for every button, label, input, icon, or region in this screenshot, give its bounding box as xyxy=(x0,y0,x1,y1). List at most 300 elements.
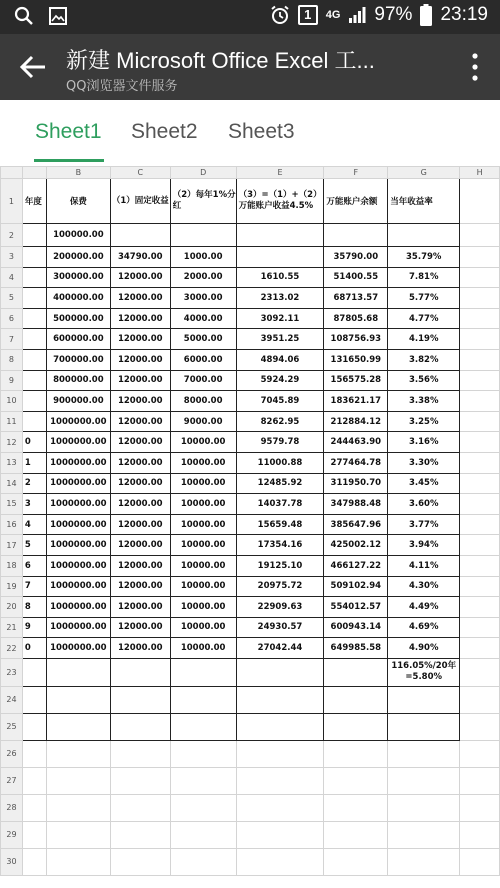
cell[interactable]: 8000.00 xyxy=(170,391,236,412)
cell[interactable] xyxy=(460,288,500,309)
cell[interactable]: 19125.10 xyxy=(236,555,324,576)
cell[interactable] xyxy=(170,740,236,767)
row-header[interactable]: 9 xyxy=(1,370,23,391)
row-header[interactable]: 14 xyxy=(1,473,23,494)
cell[interactable]: 2000.00 xyxy=(170,267,236,288)
column-header[interactable]: H xyxy=(460,167,500,179)
cell[interactable] xyxy=(460,555,500,576)
cell[interactable]: 12000.00 xyxy=(110,349,170,370)
cell[interactable]: 27042.44 xyxy=(236,638,324,659)
cell[interactable] xyxy=(46,686,110,713)
cell[interactable] xyxy=(324,740,388,767)
cell[interactable]: 0 xyxy=(22,432,46,453)
cell[interactable] xyxy=(388,740,460,767)
cell[interactable]: 3.77% xyxy=(388,514,460,535)
cell[interactable]: 4.69% xyxy=(388,617,460,638)
cell[interactable]: 3.45% xyxy=(388,473,460,494)
cell[interactable]: 1000000.00 xyxy=(46,432,110,453)
cell[interactable]: 1610.55 xyxy=(236,267,324,288)
row-header[interactable]: 8 xyxy=(1,349,23,370)
cell[interactable] xyxy=(236,794,324,821)
cell[interactable] xyxy=(170,224,236,247)
cell[interactable]: 12000.00 xyxy=(110,494,170,515)
cell[interactable]: 1000000.00 xyxy=(46,617,110,638)
cell[interactable]: 35790.00 xyxy=(324,247,388,268)
cell[interactable]: 4.19% xyxy=(388,329,460,350)
row-header[interactable]: 11 xyxy=(1,411,23,432)
cell[interactable]: 509102.94 xyxy=(324,576,388,597)
cell[interactable]: 34790.00 xyxy=(110,247,170,268)
cell[interactable] xyxy=(388,224,460,247)
cell[interactable] xyxy=(22,848,46,875)
cell[interactable] xyxy=(388,821,460,848)
cell[interactable] xyxy=(460,247,500,268)
cell[interactable] xyxy=(460,767,500,794)
cell[interactable]: 4.49% xyxy=(388,597,460,618)
cell[interactable]: 10000.00 xyxy=(170,432,236,453)
cell[interactable] xyxy=(460,308,500,329)
cell[interactable]: 311950.70 xyxy=(324,473,388,494)
cell[interactable] xyxy=(388,713,460,740)
cell[interactable]: 1000000.00 xyxy=(46,514,110,535)
row-header[interactable]: 20 xyxy=(1,597,23,618)
row-header[interactable]: 17 xyxy=(1,535,23,556)
cell[interactable]: 4.30% xyxy=(388,576,460,597)
cell[interactable]: 3.82% xyxy=(388,349,460,370)
row-header[interactable]: 1 xyxy=(1,179,23,224)
document-title: 新建 Microsoft Office Excel 工... xyxy=(66,48,375,73)
cell[interactable]: 7000.00 xyxy=(170,370,236,391)
cell[interactable] xyxy=(324,713,388,740)
cell[interactable]: 3.60% xyxy=(388,494,460,515)
cell[interactable] xyxy=(460,514,500,535)
cell[interactable] xyxy=(460,740,500,767)
cell[interactable] xyxy=(46,821,110,848)
table-row xyxy=(1,452,500,473)
cell[interactable]: 425002.12 xyxy=(324,535,388,556)
cell[interactable] xyxy=(170,767,236,794)
cell[interactable]: 12000.00 xyxy=(110,597,170,618)
cell[interactable] xyxy=(388,686,460,713)
table-row xyxy=(1,411,500,432)
cell[interactable] xyxy=(170,713,236,740)
cell[interactable] xyxy=(388,794,460,821)
row-header[interactable]: 28 xyxy=(1,794,23,821)
cell[interactable]: 400000.00 xyxy=(46,288,110,309)
cell[interactable]: 1000000.00 xyxy=(46,555,110,576)
cell[interactable] xyxy=(236,686,324,713)
sheet-table xyxy=(0,166,500,876)
cell[interactable]: 466127.22 xyxy=(324,555,388,576)
cell[interactable] xyxy=(110,848,170,875)
cell[interactable]: 8 xyxy=(22,597,46,618)
cell[interactable]: 1000000.00 xyxy=(46,473,110,494)
cell[interactable]: 7.81% xyxy=(388,267,460,288)
cell[interactable] xyxy=(236,767,324,794)
cell[interactable] xyxy=(110,821,170,848)
cell[interactable]: 4.90% xyxy=(388,638,460,659)
cell[interactable]: 2 xyxy=(22,473,46,494)
cell[interactable] xyxy=(460,452,500,473)
cell[interactable] xyxy=(46,740,110,767)
column-header[interactable]: G xyxy=(388,167,460,179)
cell[interactable] xyxy=(22,411,46,432)
cell[interactable]: 1000000.00 xyxy=(46,494,110,515)
tab-sheet2[interactable]: Sheet2 xyxy=(131,120,198,143)
cell[interactable]: 4 xyxy=(22,514,46,535)
cell[interactable]: 9000.00 xyxy=(170,411,236,432)
cell[interactable] xyxy=(110,224,170,247)
cell[interactable]: 6000.00 xyxy=(170,349,236,370)
cell[interactable] xyxy=(236,740,324,767)
cell[interactable] xyxy=(324,848,388,875)
column-header-a[interactable] xyxy=(22,167,46,179)
cell[interactable]: 3.56% xyxy=(388,370,460,391)
cell[interactable] xyxy=(460,494,500,515)
cell[interactable] xyxy=(22,767,46,794)
cell[interactable] xyxy=(324,821,388,848)
cell[interactable]: 6 xyxy=(22,555,46,576)
row-header[interactable]: 21 xyxy=(1,617,23,638)
cell[interactable] xyxy=(460,848,500,875)
cell[interactable]: 385647.96 xyxy=(324,514,388,535)
cell[interactable] xyxy=(460,370,500,391)
table-row xyxy=(1,473,500,494)
cell[interactable]: 9579.78 xyxy=(236,432,324,453)
cell[interactable]: 700000.00 xyxy=(46,349,110,370)
cell[interactable]: 10000.00 xyxy=(170,514,236,535)
cell[interactable]: 5 xyxy=(22,535,46,556)
cell[interactable]: 12000.00 xyxy=(110,432,170,453)
cell[interactable]: 12000.00 xyxy=(110,267,170,288)
cell[interactable] xyxy=(236,247,324,268)
cell[interactable]: 500000.00 xyxy=(46,308,110,329)
cell[interactable]: 1000000.00 xyxy=(46,452,110,473)
cell[interactable]: （1）固定收益 xyxy=(110,179,170,224)
cell[interactable] xyxy=(460,821,500,848)
sim-indicator: 1 xyxy=(298,5,318,25)
cell[interactable]: 12000.00 xyxy=(110,473,170,494)
cell[interactable] xyxy=(110,794,170,821)
cell[interactable] xyxy=(460,473,500,494)
row-header[interactable]: 23 xyxy=(1,658,23,686)
cell[interactable]: 1 xyxy=(22,452,46,473)
cell[interactable] xyxy=(460,535,500,556)
column-header[interactable]: C xyxy=(110,167,170,179)
cell[interactable] xyxy=(460,432,500,453)
cell[interactable] xyxy=(236,658,324,686)
cell[interactable] xyxy=(170,794,236,821)
cell[interactable] xyxy=(110,713,170,740)
row-header[interactable]: 7 xyxy=(1,329,23,350)
cell[interactable]: 244463.90 xyxy=(324,432,388,453)
cell[interactable]: 800000.00 xyxy=(46,370,110,391)
cell[interactable] xyxy=(324,686,388,713)
cell[interactable] xyxy=(22,224,46,247)
cell[interactable] xyxy=(170,658,236,686)
row-header[interactable]: 29 xyxy=(1,821,23,848)
tab-sheet1[interactable]: Sheet1 xyxy=(35,120,102,143)
table-row xyxy=(1,535,500,556)
cell[interactable] xyxy=(460,794,500,821)
cell[interactable]: 14037.78 xyxy=(236,494,324,515)
cell[interactable]: 12000.00 xyxy=(110,370,170,391)
cell[interactable]: 51400.55 xyxy=(324,267,388,288)
cell[interactable]: 12000.00 xyxy=(110,411,170,432)
active-tab-indicator xyxy=(34,159,104,162)
cell[interactable]: 7 xyxy=(22,576,46,597)
cell[interactable] xyxy=(22,740,46,767)
row-header[interactable]: 3 xyxy=(1,247,23,268)
cell[interactable] xyxy=(22,686,46,713)
cell[interactable]: 9 xyxy=(22,617,46,638)
cell[interactable]: 1000000.00 xyxy=(46,638,110,659)
cell[interactable]: 1000000.00 xyxy=(46,597,110,618)
cell[interactable]: 17354.16 xyxy=(236,535,324,556)
cell[interactable]: 1000000.00 xyxy=(46,576,110,597)
cell[interactable]: 5.77% xyxy=(388,288,460,309)
more-options-icon[interactable] xyxy=(472,52,478,82)
cell[interactable] xyxy=(460,713,500,740)
cell[interactable]: 10000.00 xyxy=(170,576,236,597)
table-row xyxy=(1,391,500,412)
cell[interactable]: 3.38% xyxy=(388,391,460,412)
cell[interactable]: 3.25% xyxy=(388,411,460,432)
cell[interactable] xyxy=(236,713,324,740)
cell[interactable]: 12000.00 xyxy=(110,617,170,638)
cell[interactable] xyxy=(460,686,500,713)
table-header-row xyxy=(1,179,500,224)
cell[interactable]: 4894.06 xyxy=(236,349,324,370)
cell[interactable]: 5000.00 xyxy=(170,329,236,350)
column-header[interactable]: E xyxy=(236,167,324,179)
cell[interactable] xyxy=(460,224,500,247)
row-header[interactable]: 30 xyxy=(1,848,23,875)
cell[interactable]: 10000.00 xyxy=(170,494,236,515)
cell[interactable]: 3.16% xyxy=(388,432,460,453)
cell[interactable] xyxy=(236,224,324,247)
cell[interactable]: 12000.00 xyxy=(110,514,170,535)
cell[interactable]: 87805.68 xyxy=(324,308,388,329)
row-header[interactable]: 13 xyxy=(1,452,23,473)
cell[interactable]: 600000.00 xyxy=(46,329,110,350)
cell[interactable]: 12000.00 xyxy=(110,308,170,329)
column-header[interactable]: D xyxy=(170,167,236,179)
cell[interactable]: 10000.00 xyxy=(170,597,236,618)
row-header[interactable]: 5 xyxy=(1,288,23,309)
cell[interactable]: 12000.00 xyxy=(110,535,170,556)
column-header[interactable]: B xyxy=(46,167,110,179)
cell[interactable] xyxy=(460,576,500,597)
cell[interactable]: 12485.92 xyxy=(236,473,324,494)
cell[interactable]: 10000.00 xyxy=(170,638,236,659)
cell[interactable] xyxy=(460,179,500,224)
row-header[interactable]: 6 xyxy=(1,308,23,329)
cell[interactable] xyxy=(110,686,170,713)
cell[interactable]: 3000.00 xyxy=(170,288,236,309)
cell[interactable] xyxy=(110,658,170,686)
cell[interactable]: 183621.17 xyxy=(324,391,388,412)
row-header[interactable]: 12 xyxy=(1,432,23,453)
row-header[interactable]: 10 xyxy=(1,391,23,412)
cell[interactable] xyxy=(236,821,324,848)
cell[interactable] xyxy=(324,767,388,794)
cell[interactable]: 108756.93 xyxy=(324,329,388,350)
cell[interactable] xyxy=(22,308,46,329)
cell[interactable]: 277464.78 xyxy=(324,452,388,473)
cell[interactable]: 1000000.00 xyxy=(46,411,110,432)
cell[interactable]: 12000.00 xyxy=(110,329,170,350)
cell[interactable] xyxy=(460,267,500,288)
cell[interactable]: 4.11% xyxy=(388,555,460,576)
cell[interactable]: 131650.99 xyxy=(324,349,388,370)
cell[interactable]: 1000.00 xyxy=(170,247,236,268)
cell[interactable] xyxy=(460,329,500,350)
cell[interactable]: 12000.00 xyxy=(110,555,170,576)
cell[interactable]: 12000.00 xyxy=(110,452,170,473)
row-header[interactable]: 16 xyxy=(1,514,23,535)
row-header[interactable]: 25 xyxy=(1,713,23,740)
cell[interactable] xyxy=(22,329,46,350)
table-row xyxy=(1,821,500,848)
cell[interactable]: 347988.48 xyxy=(324,494,388,515)
cell[interactable]: 200000.00 xyxy=(46,247,110,268)
row-header[interactable]: 22 xyxy=(1,638,23,659)
tab-sheet3[interactable]: Sheet3 xyxy=(228,120,295,143)
cell[interactable]: 3951.25 xyxy=(236,329,324,350)
row-header[interactable]: 19 xyxy=(1,576,23,597)
cell[interactable] xyxy=(460,638,500,659)
row-header[interactable]: 15 xyxy=(1,494,23,515)
cell[interactable]: 649985.58 xyxy=(324,638,388,659)
cell[interactable] xyxy=(46,713,110,740)
cell[interactable] xyxy=(324,224,388,247)
cell[interactable] xyxy=(460,411,500,432)
row-header[interactable]: 24 xyxy=(1,686,23,713)
cell[interactable]: 万能账户余额 xyxy=(324,179,388,224)
cell[interactable]: 5924.29 xyxy=(236,370,324,391)
cell[interactable]: 116.05%/20年=5.80% xyxy=(388,658,460,686)
cell[interactable] xyxy=(22,713,46,740)
cell[interactable]: 3 xyxy=(22,494,46,515)
cell[interactable] xyxy=(388,767,460,794)
cell[interactable] xyxy=(170,686,236,713)
cell[interactable]: 156575.28 xyxy=(324,370,388,391)
row-header[interactable]: 18 xyxy=(1,555,23,576)
cell[interactable]: 10000.00 xyxy=(170,473,236,494)
cell[interactable] xyxy=(460,658,500,686)
cell[interactable]: 11000.88 xyxy=(236,452,324,473)
cell[interactable] xyxy=(324,794,388,821)
cell[interactable]: 3.30% xyxy=(388,452,460,473)
table-row xyxy=(1,494,500,515)
cell[interactable]: 12000.00 xyxy=(110,391,170,412)
cell[interactable] xyxy=(22,794,46,821)
cell[interactable] xyxy=(236,848,324,875)
cell[interactable]: 12000.00 xyxy=(110,288,170,309)
cell[interactable]: 600943.14 xyxy=(324,617,388,638)
cell[interactable]: 100000.00 xyxy=(46,224,110,247)
cell[interactable]: 22909.63 xyxy=(236,597,324,618)
cell[interactable]: 554012.57 xyxy=(324,597,388,618)
cell[interactable] xyxy=(110,767,170,794)
table-row xyxy=(1,432,500,453)
row-header[interactable]: 27 xyxy=(1,767,23,794)
cell[interactable] xyxy=(22,267,46,288)
cell[interactable]: 0 xyxy=(22,638,46,659)
back-arrow-icon[interactable] xyxy=(18,52,48,82)
cell[interactable]: 12000.00 xyxy=(110,638,170,659)
cell[interactable]: 212884.12 xyxy=(324,411,388,432)
cell[interactable] xyxy=(170,848,236,875)
cell[interactable]: （3）=（1）+（2）万能账户收益4.5% xyxy=(236,179,324,224)
cell[interactable]: 保费 xyxy=(46,179,110,224)
network-indicator: 4G xyxy=(325,9,341,21)
cell[interactable]: 300000.00 xyxy=(46,267,110,288)
cell[interactable] xyxy=(460,391,500,412)
cell[interactable] xyxy=(324,658,388,686)
cell[interactable] xyxy=(460,349,500,370)
cell[interactable] xyxy=(460,617,500,638)
column-header[interactable]: F xyxy=(324,167,388,179)
cell[interactable]: 2313.02 xyxy=(236,288,324,309)
cell[interactable]: 7045.89 xyxy=(236,391,324,412)
cell[interactable] xyxy=(22,391,46,412)
table-row xyxy=(1,617,500,638)
cell[interactable]: 10000.00 xyxy=(170,535,236,556)
cell[interactable] xyxy=(46,848,110,875)
row-header[interactable]: 2 xyxy=(1,224,23,247)
cell[interactable] xyxy=(46,767,110,794)
table-row xyxy=(1,794,500,821)
cell[interactable] xyxy=(22,821,46,848)
cell[interactable]: 15659.48 xyxy=(236,514,324,535)
cell[interactable]: 68713.57 xyxy=(324,288,388,309)
cell[interactable] xyxy=(46,658,110,686)
cell[interactable]: 900000.00 xyxy=(46,391,110,412)
cell[interactable]: 8262.95 xyxy=(236,411,324,432)
cell[interactable]: 年度 xyxy=(22,179,46,224)
cell[interactable]: 10000.00 xyxy=(170,555,236,576)
cell[interactable] xyxy=(22,370,46,391)
cell[interactable]: 3092.11 xyxy=(236,308,324,329)
cell[interactable] xyxy=(170,821,236,848)
cell[interactable] xyxy=(460,597,500,618)
cell[interactable]: （2）每年1%分红 xyxy=(170,179,236,224)
cell[interactable]: 当年收益率 xyxy=(388,179,460,224)
cell[interactable]: 12000.00 xyxy=(110,576,170,597)
cell[interactable]: 3.94% xyxy=(388,535,460,556)
cell[interactable] xyxy=(110,740,170,767)
row-header[interactable]: 4 xyxy=(1,267,23,288)
cell[interactable]: 10000.00 xyxy=(170,452,236,473)
cell[interactable]: 35.79% xyxy=(388,247,460,268)
cell[interactable]: 4.77% xyxy=(388,308,460,329)
spreadsheet-grid[interactable] xyxy=(0,166,500,888)
cell[interactable] xyxy=(22,288,46,309)
cell[interactable] xyxy=(22,658,46,686)
cell[interactable] xyxy=(388,848,460,875)
cell[interactable]: 10000.00 xyxy=(170,617,236,638)
cell[interactable]: 1000000.00 xyxy=(46,535,110,556)
cell[interactable]: 4000.00 xyxy=(170,308,236,329)
row-header[interactable]: 26 xyxy=(1,740,23,767)
cell[interactable] xyxy=(22,247,46,268)
cell[interactable] xyxy=(22,349,46,370)
cell[interactable]: 20975.72 xyxy=(236,576,324,597)
cell[interactable] xyxy=(46,794,110,821)
cell[interactable]: 24930.57 xyxy=(236,617,324,638)
